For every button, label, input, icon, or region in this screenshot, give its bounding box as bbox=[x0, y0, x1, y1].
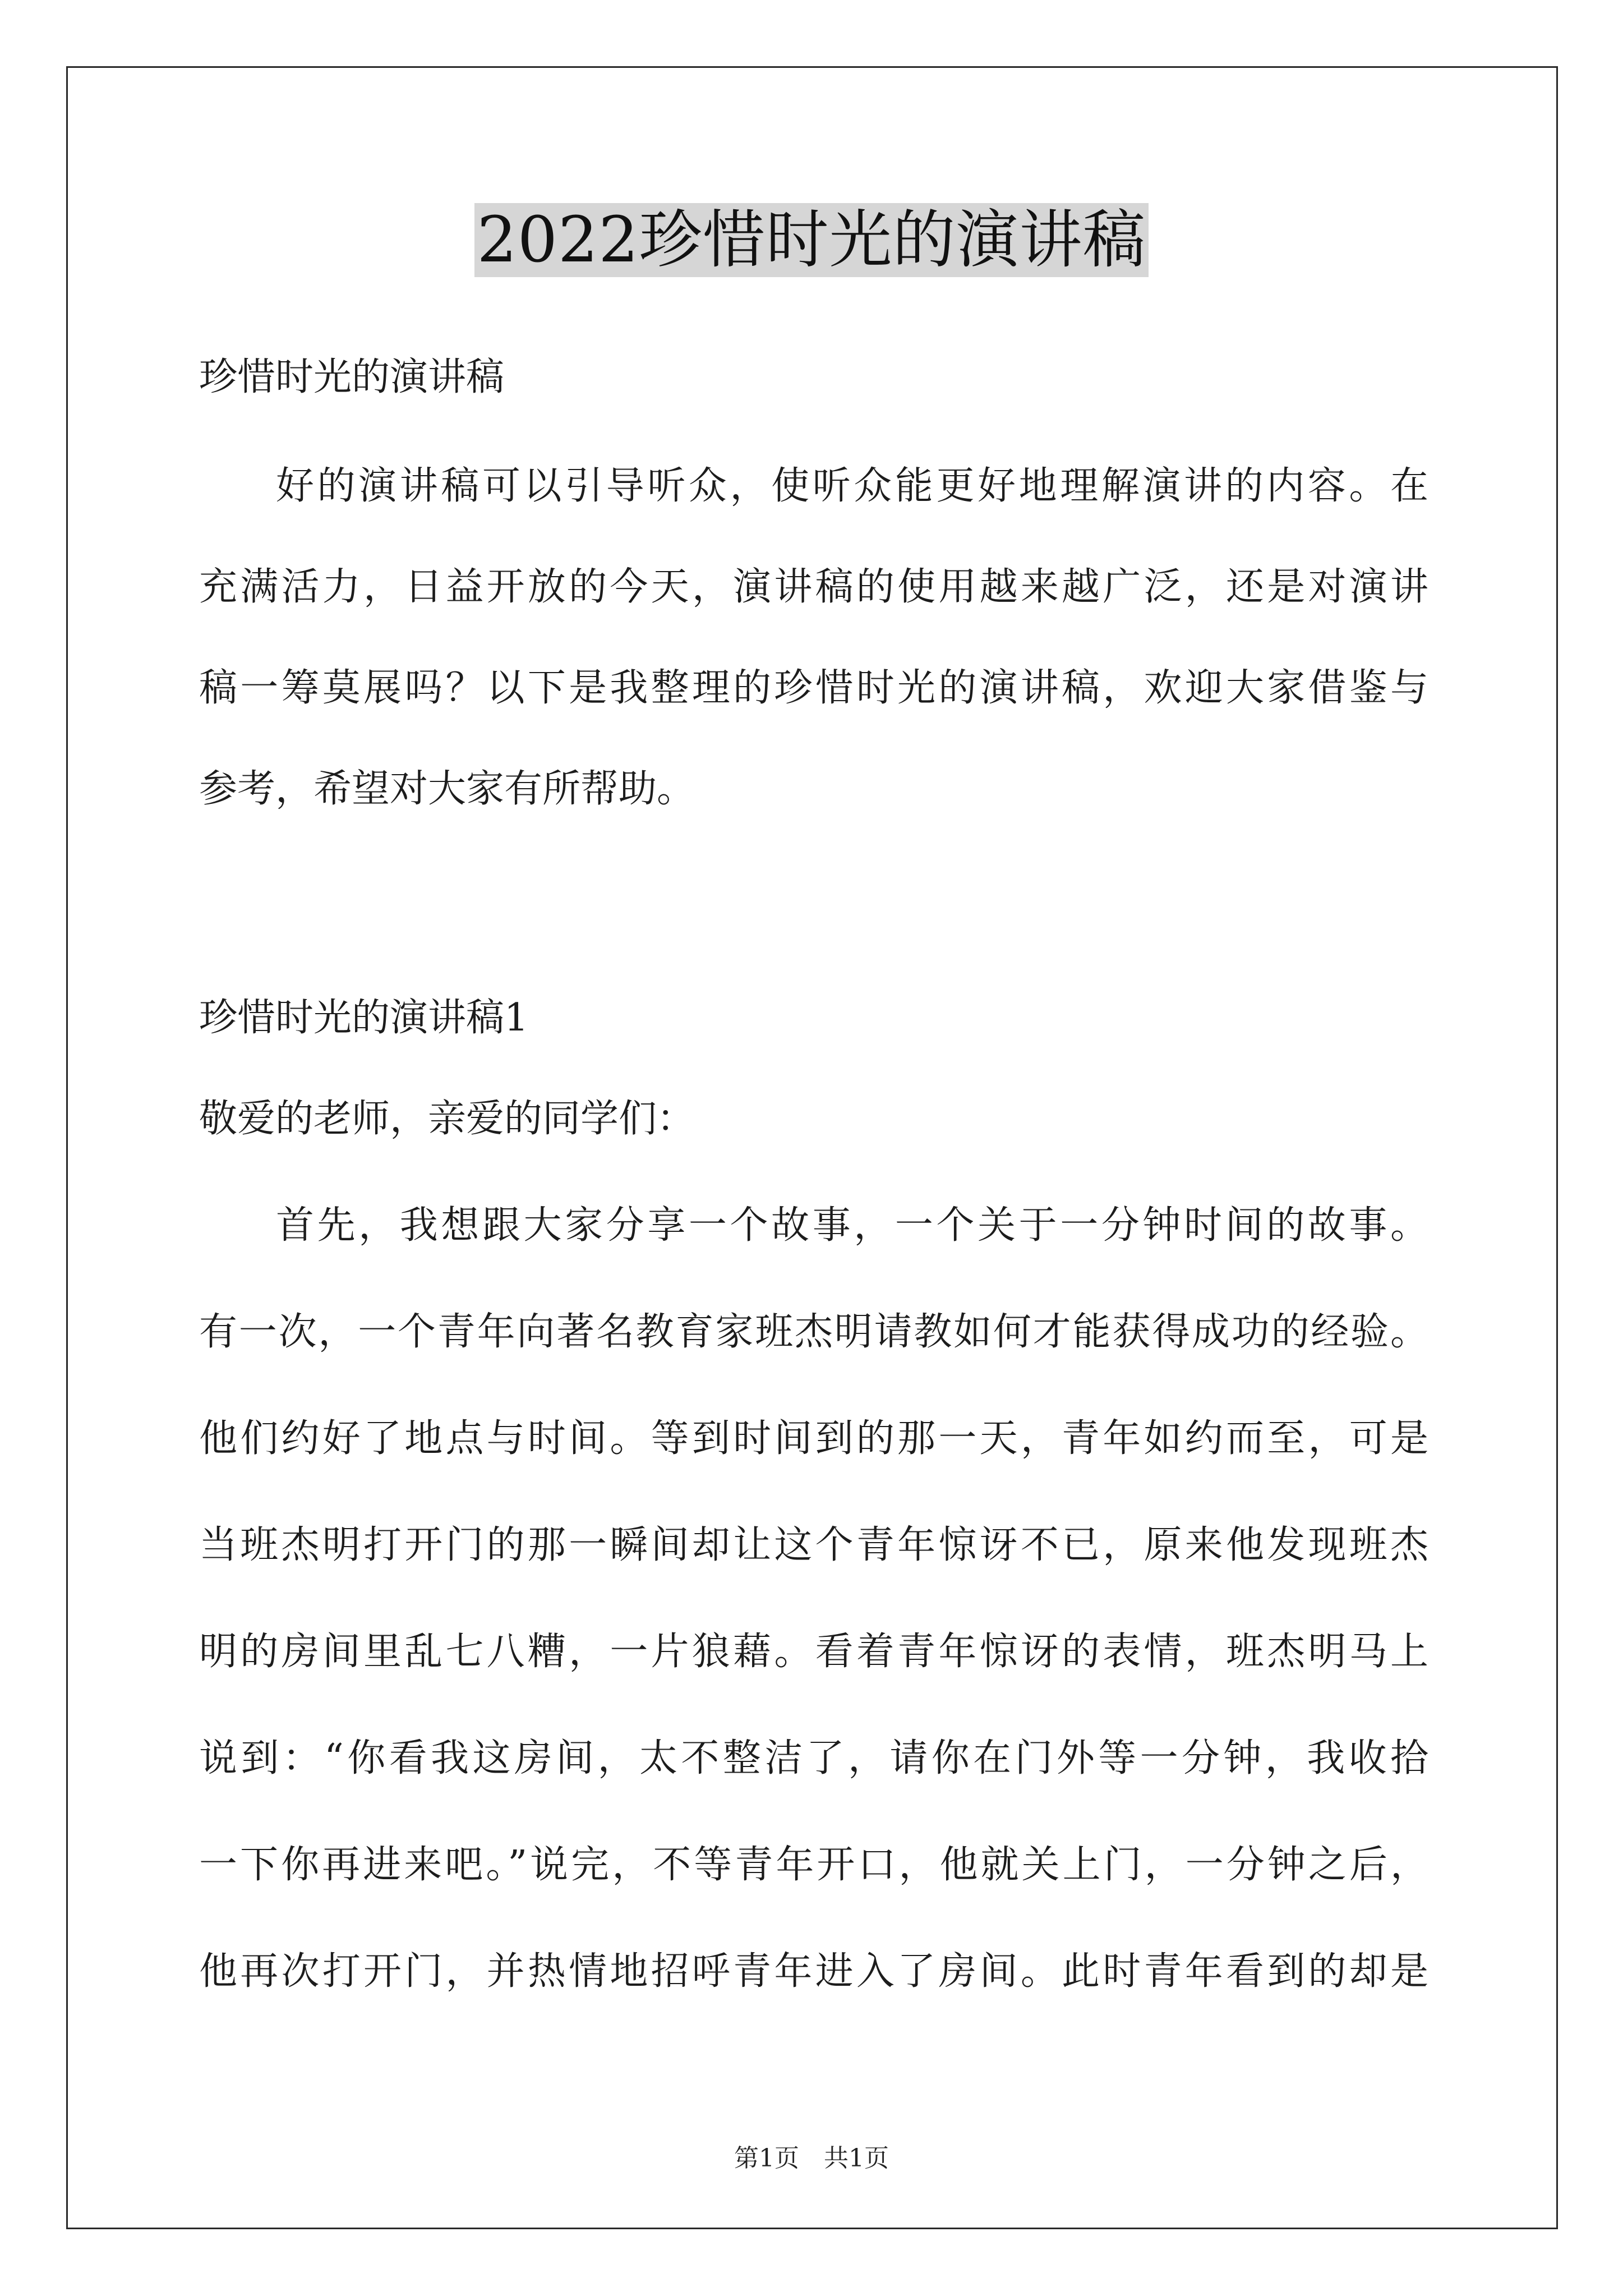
page-footer: 第1页 共1页 bbox=[734, 2144, 889, 2173]
paragraph-line: 他再次打开门，并热情地招呼青年进入了房间。此时青年看到的却是 bbox=[199, 1949, 1428, 1994]
paragraph-line: 当班杰明打开门的那一瞬间却让这个青年惊讶不已，原来他发现班杰 bbox=[199, 1523, 1428, 1567]
paragraph-line: 说到：“你看我这房间，太不整洁了，请你在门外等一分钟，我收拾 bbox=[199, 1736, 1428, 1780]
subtitle: 珍惜时光的演讲稿 bbox=[199, 355, 505, 399]
paragraph-line: 首先，我想跟大家分享一个故事，一个关于一分钟时间的故事。 bbox=[276, 1203, 1428, 1248]
title-container bbox=[0, 203, 1623, 277]
paragraph-line: 一下你再进来吧。”说完，不等青年开口，他就关上门，一分钟之后， bbox=[199, 1843, 1428, 1887]
paragraph-line: 稿一筹莫展吗？以下是我整理的珍惜时光的演讲稿，欢迎大家借鉴与 bbox=[199, 666, 1428, 710]
salutation: 敬爱的老师，亲爱的同学们： bbox=[199, 1097, 695, 1141]
paragraph-line: 有一次，一个青年向著名教育家班杰明请教如何才能获得成功的经验。 bbox=[199, 1310, 1428, 1354]
paragraph-line: 好的演讲稿可以引导听众，使听众能更好地理解演讲的内容。在 bbox=[276, 464, 1428, 508]
paragraph-line: 参考，希望对大家有所帮助。 bbox=[199, 767, 695, 811]
document-title: 2022珍惜时光的演讲稿 bbox=[474, 203, 1148, 277]
paragraph-line: 充满活力，日益开放的今天，演讲稿的使用越来越广泛，还是对演讲 bbox=[199, 565, 1428, 609]
paragraph-line: 他们约好了地点与时间。等到时间到的那一天，青年如约而至，可是 bbox=[199, 1416, 1428, 1461]
paragraph-line: 明的房间里乱七八糟，一片狼藉。看着青年惊讶的表情，班杰明马上 bbox=[199, 1630, 1428, 1674]
section-heading: 珍惜时光的演讲稿1 bbox=[199, 996, 529, 1040]
